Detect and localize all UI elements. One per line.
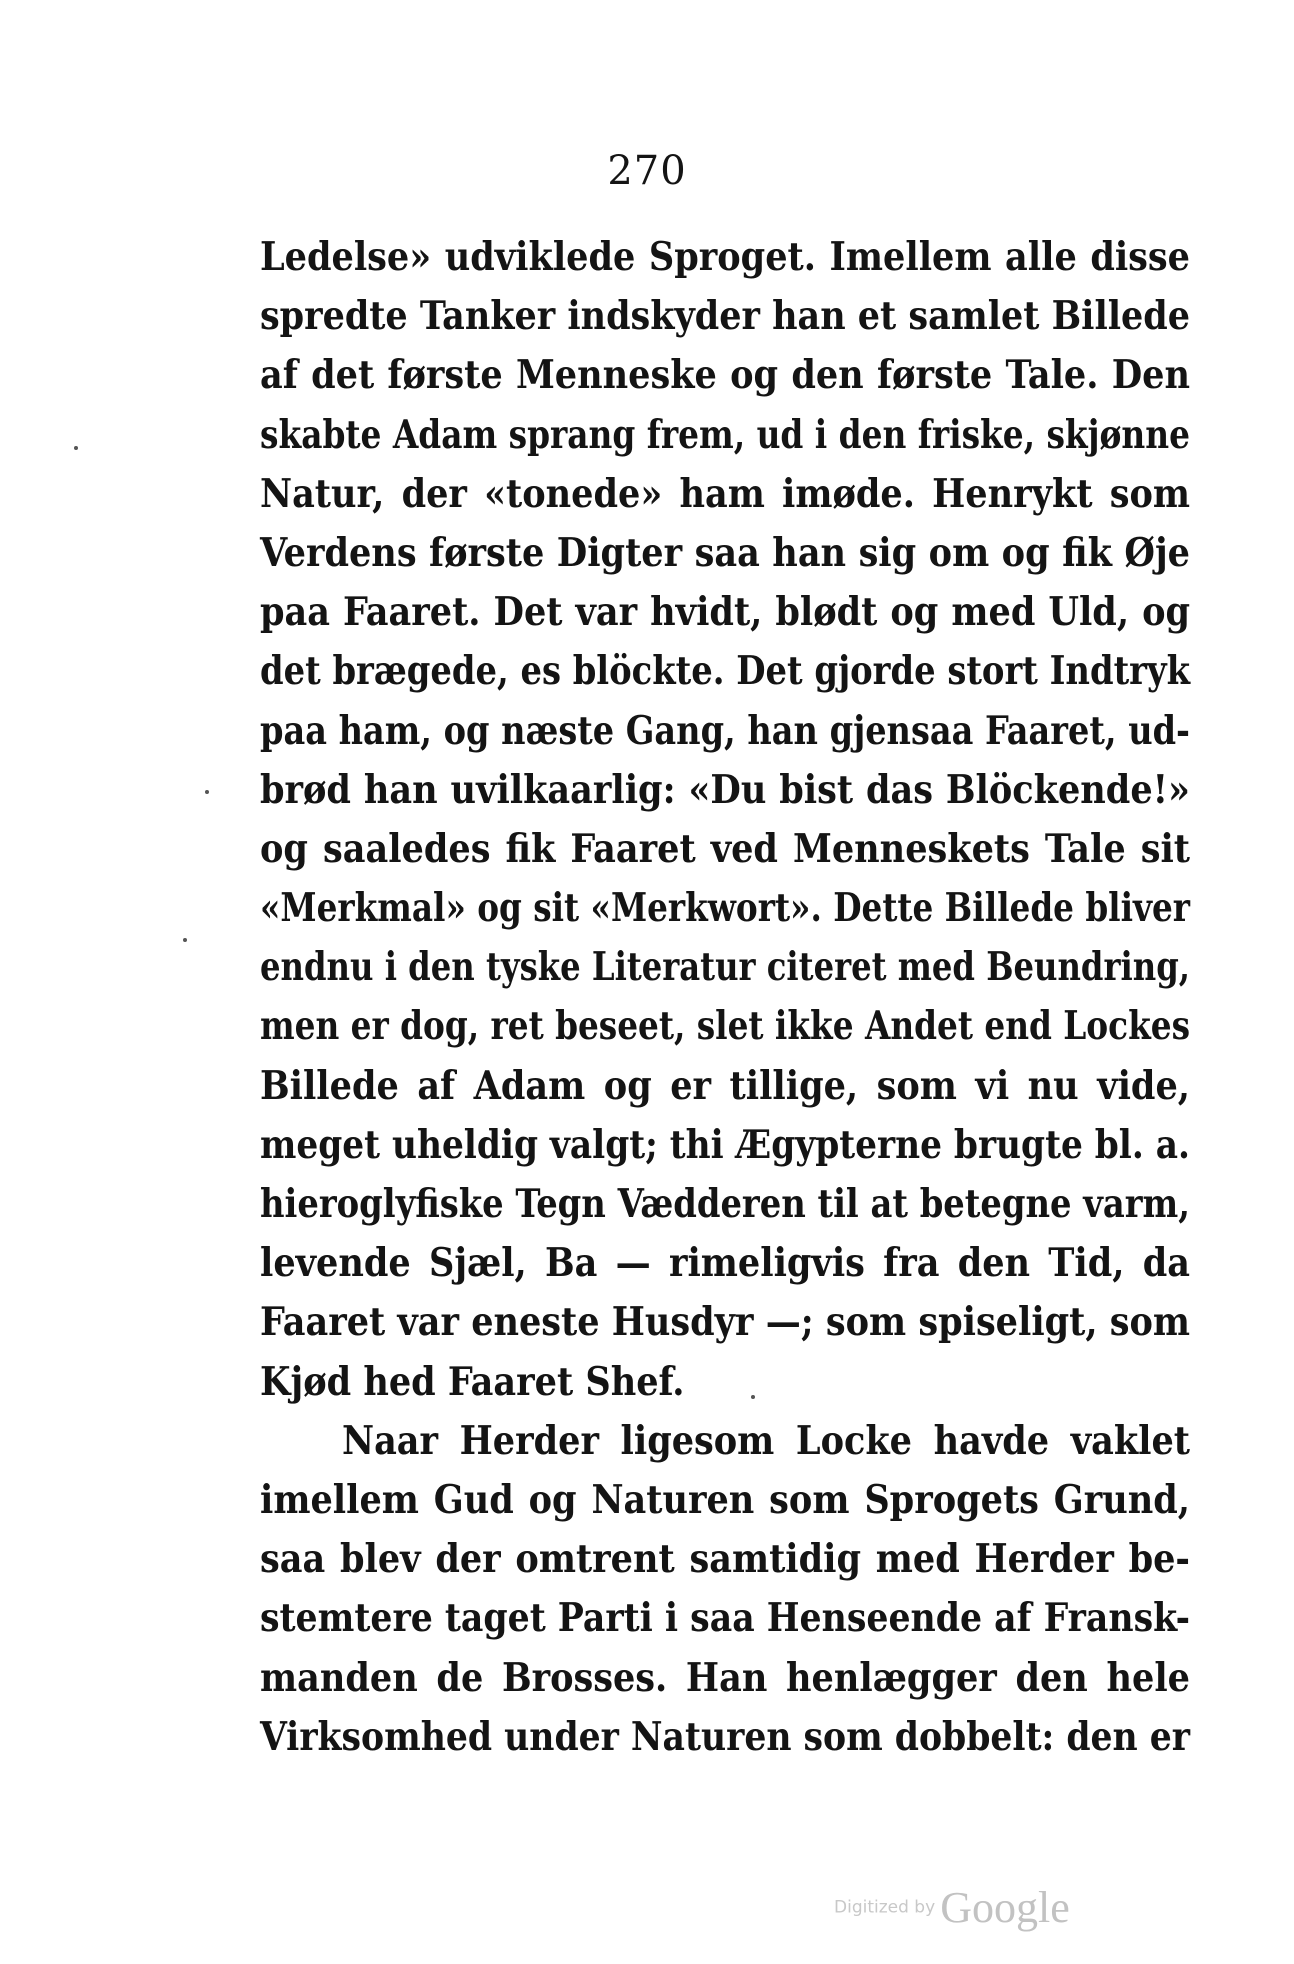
body-text bbox=[260, 228, 1190, 1767]
text-line: meget uheldig valgt; thi Ægypterne brugte bl. a. bbox=[260, 1121, 1190, 1168]
page-number: 270 bbox=[607, 148, 687, 194]
text-line: af det første Menneske og den første Tale. Den bbox=[260, 352, 1190, 399]
margin-speck bbox=[751, 1395, 755, 1399]
margin-speck bbox=[183, 938, 187, 942]
margin-speck bbox=[74, 446, 78, 450]
text-line: Verdens første Digter saa han sig om og fik Øje bbox=[260, 529, 1190, 576]
text-line: paa ham, og næste Gang, han gjensaa Faaret, ud- bbox=[260, 707, 1190, 754]
watermark-caption: Digitized by bbox=[834, 1897, 936, 1918]
text-line: Faaret var eneste Husdyr —; som spiseligt, som bbox=[260, 1299, 1190, 1346]
text-line: Ledelse» udviklede Sproget. Imellem alle disse bbox=[260, 234, 1190, 280]
text-line: endnu i den tyske Literatur citeret med Beundring, bbox=[260, 944, 1190, 991]
text-line: Kjød hed Faaret Shef. bbox=[260, 1358, 685, 1405]
text-line: men er dog, ret beseet, slet ikke Andet end Lockes bbox=[260, 1003, 1190, 1050]
text-line: skabte Adam sprang frem, ud i den friske, skjønne bbox=[260, 411, 1190, 458]
text-line: brød han uvilkaarlig: «Du bist das Blöckende!» bbox=[260, 766, 1190, 813]
google-logo: Google bbox=[940, 1883, 1070, 1932]
text-line: paa Faaret. Det var hvidt, blødt og med Uld, og bbox=[260, 589, 1190, 636]
text-line: «Merkmal» og sit «Merkwort». Dette Billede bliver bbox=[260, 885, 1190, 932]
margin-speck bbox=[205, 790, 209, 794]
text-line: Naar Herder ligesom Locke havde vaklet bbox=[342, 1417, 1190, 1464]
text-line: Natur, der «tonede» ham imøde. Henrykt som bbox=[260, 470, 1190, 517]
text-line: og saaledes fik Faaret ved Menneskets Tale sit bbox=[260, 825, 1190, 872]
text-line: Billede af Adam og er tillige, som vi nu vide, bbox=[260, 1062, 1190, 1109]
text-line: det brægede, es blöckte. Det gjorde stort Indtryk bbox=[260, 648, 1190, 695]
text-line: Virksomhed under Naturen som dobbelt: den er bbox=[260, 1713, 1190, 1760]
text-line: manden de Brosses. Han henlægger den hele bbox=[260, 1654, 1190, 1701]
text-line: stemtere taget Parti i saa Henseende af Fransk- bbox=[260, 1595, 1190, 1642]
digitized-by-google-watermark bbox=[834, 1882, 1070, 1933]
text-line: hieroglyfiske Tegn Vædderen til at betegne varm, bbox=[260, 1181, 1190, 1227]
text-line: spredte Tanker indskyder han et samlet Billede bbox=[260, 293, 1190, 340]
text-line: levende Sjæl, Ba — rimeligvis fra den Tid, da bbox=[260, 1240, 1190, 1287]
text-line: imellem Gud og Naturen som Sprogets Grund, bbox=[260, 1476, 1190, 1523]
text-line: saa blev der omtrent samtidig med Herder be- bbox=[260, 1536, 1190, 1583]
